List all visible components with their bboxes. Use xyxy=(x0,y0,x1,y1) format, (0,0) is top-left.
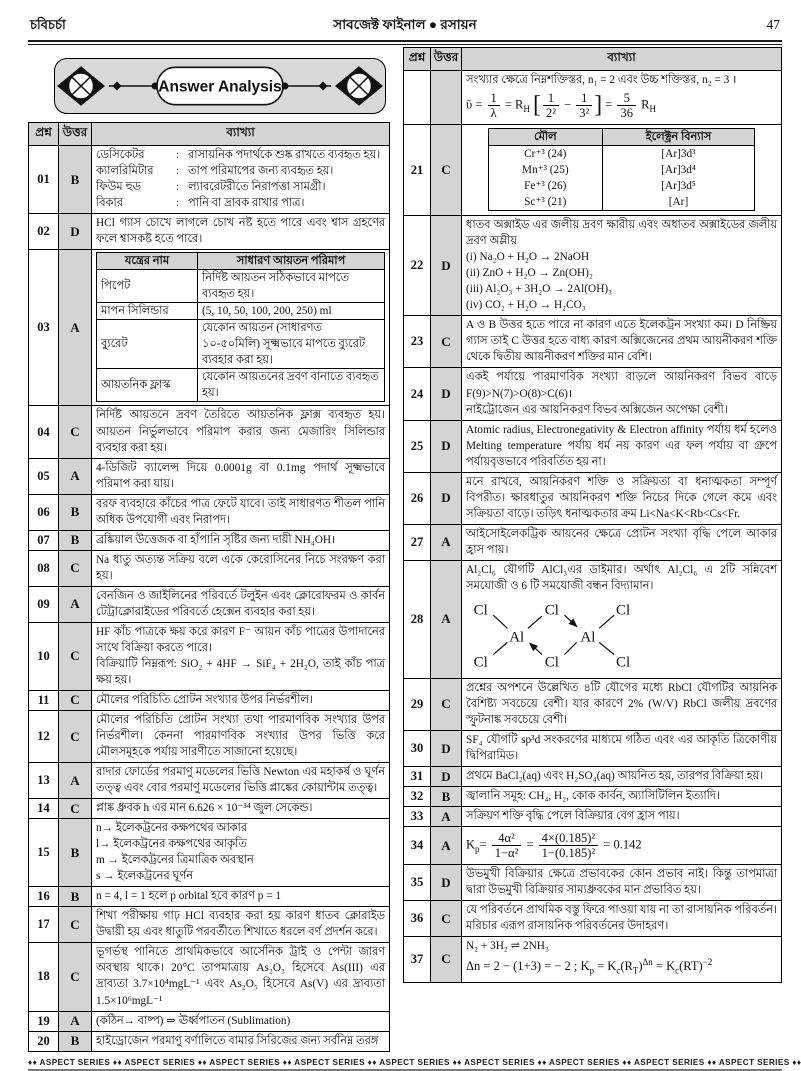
question-number: 32 xyxy=(404,787,431,807)
explanation-line: l→ ইলেকট্রনের কক্ষপথের আকৃতি xyxy=(96,838,247,851)
explanation-line: (i) Na₂O + H₂O → 2NaOH xyxy=(466,251,590,264)
formula-line: ῡ = $\frac{1}{\lambda}$ = $R_H$ [ $\frac{1}{\text{2²}}$ − $\frac{1}{\text{3²}}$ ] = $\frac{5}{36}$ $R_H$ xyxy=(466,91,656,121)
answer-letter: A xyxy=(59,458,92,494)
question-number: 30 xyxy=(404,730,431,766)
answer-letter: B xyxy=(59,1031,92,1051)
nested-row xyxy=(488,178,754,194)
question-number: 19 xyxy=(29,1011,59,1031)
question-number: 02 xyxy=(29,214,59,250)
nested-cell: [Ar]3d⁵ xyxy=(602,178,754,194)
nested-row xyxy=(97,303,385,320)
explanation-line: n = 4, l = 1 হলে p orbital হবে কারণ p = 1 xyxy=(96,890,282,903)
explanation xyxy=(92,406,390,458)
question-number: 17 xyxy=(29,907,59,943)
question-number: 33 xyxy=(404,807,431,827)
answer-letter: C xyxy=(431,937,462,982)
answer-letter: C xyxy=(59,622,92,690)
qa-row xyxy=(404,901,782,937)
footer-rule xyxy=(28,1069,782,1071)
explanation xyxy=(462,368,782,420)
right-column xyxy=(403,47,782,983)
qa-row xyxy=(29,406,390,458)
question-number: 16 xyxy=(29,887,59,907)
explanation xyxy=(92,690,390,710)
qa-row xyxy=(29,146,390,214)
fraction: $\frac{1}{\lambda}$ xyxy=(488,91,500,120)
qa-row xyxy=(29,711,390,763)
explanation-line: শিখা পরীক্ষায় গাঢ় HCl ব্যবহার করা হয় কারণ ধাতব ক্লোরাইড উদ্বায়ী হয় এবং ধাতুটি পরবর্তীতে শিখাতে ধরলে বর্ণ প্রদর্শন করে। xyxy=(96,910,385,939)
definition-pair: ক্যালরিমিটার : তাপ পরিমাপের জন্য ব্যবহৃত হয়। xyxy=(96,163,385,179)
explanation-line: হাইড্রোজেন পরমাণু বর্ণালিতে বামার সিরিজের জন্য সর্বনিম্ন তরঙ্গ xyxy=(96,1034,379,1047)
nested-cell: Cr⁺³ (24) xyxy=(524,148,567,161)
answer-letter: D xyxy=(431,730,462,766)
explanation-line: নাইট্রোজেন এর আয়নিকরণ বিভব অক্সিজেন অপেক্ষা বেশী। xyxy=(466,403,728,416)
explanation-line: m → ইলেকট্রনের ত্রিমাত্রিক অবস্থান xyxy=(96,854,254,867)
qa-row xyxy=(404,368,782,420)
explanation xyxy=(92,146,390,214)
explanation-line: n→ ইলেকট্রনের কক্ষপথের আকার xyxy=(96,822,248,835)
formula-line: Δn = 2 − (1+3) = − 2 ; $K_p = K_c(R_T)^{\Delta n} = K_c(RT)^{-2}$ xyxy=(466,957,713,976)
definition-pair: বিকার : পানি বা দ্রাবক রাখার পাত্র। xyxy=(96,195,385,211)
question-number: 08 xyxy=(29,550,59,586)
explanation xyxy=(462,767,782,787)
explanation xyxy=(92,711,390,763)
explanation-line: একই পর্যায়ে পারমাণবিক সংখ্যা বাড়লে আয়নিকরণ বিভব বাড়ে F(9)>N(7)>O(8)>C(6)। xyxy=(466,371,777,400)
explanation xyxy=(462,71,782,125)
explanation xyxy=(462,560,782,678)
answer-letter: C xyxy=(59,690,92,710)
answer-letter: C xyxy=(431,678,462,730)
qa-row xyxy=(29,530,390,550)
banner-art xyxy=(55,59,385,113)
question-number: 10 xyxy=(29,622,59,690)
answer-letter: C xyxy=(59,550,92,586)
book-title: চবিচর্চা xyxy=(30,17,66,32)
question-number: 27 xyxy=(404,524,431,560)
qa-row xyxy=(404,865,782,901)
answer-letter: A xyxy=(431,560,462,678)
nested-header-cell: যন্ত্রের নাম xyxy=(97,253,198,270)
answer-col-header: উত্তর xyxy=(59,123,92,146)
question-number: 26 xyxy=(404,472,431,524)
question-number: 15 xyxy=(29,819,59,887)
explanation-line: জ্বালানি সমূহ: CH₄, H₂, কোক কার্বন, অ্যাসিটিলিন ইত্যাদি। xyxy=(466,790,720,803)
question-number: 36 xyxy=(404,901,431,937)
question-number: 20 xyxy=(29,1031,59,1051)
question-number: 22 xyxy=(404,216,431,316)
answers-table-right xyxy=(403,47,782,983)
answer-letter: C xyxy=(431,901,462,937)
banner-diamond-bullet-right xyxy=(319,81,328,90)
qa-row xyxy=(404,937,782,982)
explanation xyxy=(92,530,390,550)
answer-letter: A xyxy=(59,1011,92,1031)
answer-letter: A xyxy=(59,586,92,622)
explanation-line: মনে রাখবে, আয়নিকরণ শক্তি ও সক্রিয়তা বা ধনাত্মকতা সম্পূর্ণ বিপরীত। ক্ষারধাতুর আয়নিকরণ শক্তি নিচের দিকে গেলে কমে এবং সক্রিয়তা বাড়ে। তড়িৎ ধনাত্মকতার ক্রম Li<Na<K<Rb<Cs<Fr. xyxy=(466,475,777,520)
question-number: 06 xyxy=(29,494,59,530)
answer-letter: A xyxy=(431,524,462,560)
answer-analysis-banner xyxy=(54,58,386,114)
fraction: $\frac{1}{\text{2²}}$ xyxy=(543,91,559,120)
nested-cell: [Ar] xyxy=(602,194,754,211)
svg-text:Cl: Cl xyxy=(616,602,631,619)
explanation-line: (iv) CO₂ + H₂O → H₂CO₃ xyxy=(466,299,586,312)
qa-row xyxy=(29,458,390,494)
answer-letter: B xyxy=(59,146,92,214)
explanation xyxy=(92,458,390,494)
qa-row xyxy=(29,622,390,690)
explanation-line: 4-ডিজিট ব্যালেন্স দিয়ে 0.0001g বা 0.1mg পদার্থ সূক্ষ্মভাবে পরিমাপ করা যায়। xyxy=(96,461,385,490)
explanation xyxy=(462,807,782,827)
footer-series-text: ♦♦ ASPECT SERIES ♦♦ ASPECT SERIES ♦♦ ASPECT SERIES ♦♦ ASPECT SERIES ♦♦ ASPECT SERIES ♦♦ ASPECT SERIES ♦♦ ASPECT SERIES ♦♦ ASPECT SERIES ♦♦ ASPECT SERIES ♦♦ xyxy=(28,1057,801,1067)
explanation xyxy=(92,586,390,622)
nested-cell: যেকোন আয়তনের দ্রবণ বানাতে ব্যবহৃত হয়। xyxy=(198,369,385,402)
explanation-line: নির্দিষ্ট আয়তনে দ্রবণ তৈরিতে আয়তনিক ফ্লাক্স ব্যবহৃত হয়। আয়তন নির্ভুলভাবে পরিমাপ করার জন্য মেজারিং সিলিন্ডার ব্যবহার করা হয়। xyxy=(96,409,385,454)
explanation-line: যে পরিবর্তনে প্রাথমিক বস্তু ফিরে পাওয়া যায় না তা রাসায়নিক পরিবর্তন। মরিচার এরূপ রাসায়নিক পরিবর্তনের উদাহরণ। xyxy=(466,904,777,933)
qa-row xyxy=(404,787,782,807)
explanation-line: সংখ্যার ক্ষেত্রে নিম্নশক্তিস্তর, n₁ = 2 এবং উচ্চ শক্তিস্তর, n₂ = 3 । xyxy=(466,74,737,86)
explanation-line: উভমুখী বিক্রিয়ার ক্ষেত্রে প্রভাবকের কোন প্রভাব নাই। কিন্তু তাপমাত্রা দ্বারা উভমুখী বিক্রিয়ার সাম্যধ্রুবকের মান প্রভাবিত হয়। xyxy=(466,868,777,897)
explanation-line: ভূগর্ভস্থ পানিতে প্রাথমিকভাবে আর্সেনিক ট্রাই ও পেন্টা জারণ অবস্থায় থাকে। 20°C তাপমাত্রায় As₂O₃ হিসেবে As(III) এর দ্রাব্যতা 3.7×10⁴mgL⁻¹ এবং As₂O₅ হিসেবে As(V) এর দ্রাব্যতা 1.5×10⁶mgL⁻¹ xyxy=(96,946,385,1007)
explanation-line: SF₄ যৌগটি sp³d সংকরণের মাধ্যমে গঠিত এবং এর আকৃতি ত্রিকোণীয় দ্বিপিরামিড। xyxy=(466,733,777,762)
answer-letter: D xyxy=(431,420,462,472)
explanation xyxy=(92,943,390,1011)
answer-letter: C xyxy=(59,799,92,819)
answer-letter: B xyxy=(59,494,92,530)
question-number: 05 xyxy=(29,458,59,494)
banner-left-ornament-icon xyxy=(57,66,105,105)
nested-cell: Mn⁺³ (25) xyxy=(521,164,569,177)
explanation-line: (iii) Al₂O₃ + 3H₂O → 2Al(OH)₃ xyxy=(466,283,613,296)
explanation-line: বরফ ব্যবহারে কাঁচের পাত্র ফেটে যাবে। তাই সাধারণত শীতল পানি অধিক উপযোগী এবং নিরাপদ। xyxy=(96,497,385,526)
answer-letter: D xyxy=(431,767,462,787)
nested-header-row xyxy=(488,129,754,146)
explanation xyxy=(462,472,782,524)
explanation-line: প্লাঙ্ক ধ্রুবক h এর মান 6.626 × 10⁻³⁴ জুল সেকেন্ড। xyxy=(96,802,313,815)
question-number: 12 xyxy=(29,711,59,763)
qa-row xyxy=(404,560,782,678)
qa-row xyxy=(29,907,390,943)
section-title: সাবজেক্ট ফাইনাল ● রসায়ন xyxy=(333,17,477,32)
answer-letter: D xyxy=(431,472,462,524)
definition-term: ক্যালরিমিটার xyxy=(96,165,154,178)
answers-table-left xyxy=(28,122,390,1052)
answer-col-header: উত্তর xyxy=(431,48,462,71)
qa-row xyxy=(29,819,390,887)
explanation-line: ব্রঙ্কিয়াল উত্তেজক বা হাঁপানি সৃষ্টির জন্য দায়ী NH₄OH। xyxy=(96,533,336,546)
banner-title: Answer Analysis xyxy=(158,78,282,96)
qa-row xyxy=(29,214,390,250)
qa-row xyxy=(29,550,390,586)
explanation xyxy=(92,622,390,690)
page-number: 47 xyxy=(766,17,780,32)
svg-text:Cl: Cl xyxy=(544,654,559,671)
answer-letter: D xyxy=(59,214,92,250)
explanation-line: Atomic radius, Electronegativity & Electron affinity পর্যায় ধর্ম হলেও Melting temperature পর্যায় ধর্ম নয় কারণ এর ফল পর্যায় বা গ্রুপে পর্যায়বৃত্তভাবে পরিবর্তিত হয় না। xyxy=(466,423,777,468)
qa-row xyxy=(29,1031,390,1051)
question-number: 37 xyxy=(404,937,431,982)
explanation xyxy=(92,1011,390,1031)
question-number: 14 xyxy=(29,799,59,819)
explanation-line: প্রথমে BaCl₂(aq) এবং H₂SO₄(aq) আয়নিত হয়, তারপর বিক্রিয়া হয়। xyxy=(466,770,764,783)
svg-text:Al: Al xyxy=(509,629,525,646)
svg-text:Al: Al xyxy=(580,629,596,646)
question-number: 21 xyxy=(404,125,431,216)
nested-table xyxy=(488,128,755,211)
answer-letter: B xyxy=(59,887,92,907)
explanation-line: (ii) ZnO + H₂O → Zn(OH)₂ xyxy=(466,267,593,280)
footer-series-band xyxy=(28,1057,801,1067)
nested-row xyxy=(97,320,385,369)
explanation xyxy=(92,763,390,799)
explanation-line: বিক্রিয়াটি নিম্নরূপ: SiO₂ + 4HF → SiF₄ + 2H₂O, তাই কাঁচ পাত্র ক্ষয় হয়। xyxy=(96,657,385,686)
answer-letter: B xyxy=(59,530,92,550)
question-number: 07 xyxy=(29,530,59,550)
nested-cell: [Ar]3d³ xyxy=(602,146,754,163)
answer-letter: A xyxy=(431,807,462,827)
question-number: 31 xyxy=(404,767,431,787)
explanation-line: N₂ + 3H₂ ⇌ 2NH₃ xyxy=(466,940,549,953)
nested-row xyxy=(488,162,754,178)
explanation xyxy=(462,730,782,766)
definition-text: পানি বা দ্রাবক রাখার পাত্র। xyxy=(188,197,305,210)
answer-letter: C xyxy=(59,711,92,763)
explanation xyxy=(462,524,782,560)
qa-row xyxy=(404,678,782,730)
question-number: 03 xyxy=(29,250,59,406)
explanation xyxy=(92,799,390,819)
explanation xyxy=(92,250,390,406)
question-number xyxy=(404,71,431,125)
nested-cell: নির্দিষ্ট আয়তন সঠিকভাবে মাপতে ব্যবহৃত হয়। xyxy=(198,270,385,303)
qa-row xyxy=(404,767,782,787)
banner-right-ornament-icon xyxy=(335,66,383,105)
qa-row xyxy=(29,1011,390,1031)
qa-row xyxy=(404,524,782,560)
explanation-line: রাদার ফোর্ডের পরমাণু মডেলের ভিত্তি Newton এর মহাকর্ষ ও ঘূর্ণন তত্ত্ব এবং বোর পরমাণু মডেলের ভিত্তি প্লাঙ্কের কোয়ান্টাম তত্ত্ব। xyxy=(96,766,385,795)
qa-row xyxy=(29,943,390,1011)
definition-pair: ডেসিকেটর : রাসায়নিক পদার্থকে শুষ্ক রাখতে ব্যবহৃত হয়। xyxy=(96,147,385,163)
explanation xyxy=(462,420,782,472)
explanation-line: প্রশ্নের অপশনে উল্লেখিত ৪টি যৌগের মধ্যে RbCl যৌগটির আয়নিক বৈশিষ্ট্য সবচেয়ে বেশী। যার কারণে 2% (W/V) RbCl জলীয় দ্রবণের স্ফুটনাঙ্ক সবচেয়ে বেশী। xyxy=(466,681,777,726)
explanation xyxy=(462,865,782,901)
definition-term: বিকার xyxy=(96,197,123,210)
answer-letter: D xyxy=(431,368,462,420)
question-number: 34 xyxy=(404,827,431,865)
question-number: 18 xyxy=(29,943,59,1011)
answer-letter: C xyxy=(431,125,462,216)
explanation-line: (কঠিন→ বাষ্প) ⇒ ঊর্ধ্বপাতন (Sublimation) xyxy=(96,1014,291,1027)
question-number: 13 xyxy=(29,763,59,799)
nested-row xyxy=(488,146,754,163)
structure-diagram-wrap xyxy=(466,594,777,676)
answer-letter: B xyxy=(431,787,462,807)
qa-row xyxy=(404,216,782,316)
question-number: 11 xyxy=(29,690,59,710)
answer-letter xyxy=(431,71,462,125)
nested-table xyxy=(96,252,385,402)
explanation xyxy=(462,901,782,937)
svg-text:Cl: Cl xyxy=(616,654,631,671)
qa-row xyxy=(404,125,782,216)
qa-row xyxy=(404,730,782,766)
explanation xyxy=(92,887,390,907)
answer-letter: D xyxy=(431,216,462,316)
question-number: 01 xyxy=(29,146,59,214)
definition-text: তাপ পরিমাপের জন্য ব্যবহৃত হয়। xyxy=(188,165,334,178)
question-number: 24 xyxy=(404,368,431,420)
fraction: $\frac{5}{36}$ xyxy=(617,91,636,120)
explanation-line: Na ধাতু অত্যন্ত সক্রিয় বলে একে কেরোসিনের নিচে সংরক্ষণ করা হয়। xyxy=(96,553,385,582)
explanation xyxy=(92,214,390,250)
question-number: 28 xyxy=(404,560,431,678)
qa-row xyxy=(29,887,390,907)
qa-row xyxy=(29,690,390,710)
explanation-line: বেনজিন ও জাইলিনের পরিবর্তে টলুইন এবং ক্লোরোফরম ও কার্বন টেট্রাক্লোরাইডের পরিবর্তে হেক্সেন ব্যবহার করা হয়। xyxy=(96,589,385,618)
nested-cell: মাপন সিলিন্ডার xyxy=(97,303,198,320)
nested-cell: পিপেট xyxy=(97,270,198,303)
nested-cell: [Ar]3d⁴ xyxy=(602,162,754,178)
nested-row xyxy=(97,270,385,303)
question-col-header: প্রশ্ন xyxy=(404,48,431,71)
answer-letter: C xyxy=(59,907,92,943)
question-number: 29 xyxy=(404,678,431,730)
explanation xyxy=(462,216,782,316)
nested-cell: Sc⁺³ (21) xyxy=(524,196,567,209)
explanation xyxy=(92,907,390,943)
question-number: 35 xyxy=(404,865,431,901)
qa-row xyxy=(29,586,390,622)
explanation xyxy=(462,678,782,730)
nested-header-row xyxy=(97,253,385,270)
nested-row xyxy=(488,194,754,211)
qa-row xyxy=(29,799,390,819)
answer-letter: B xyxy=(59,819,92,887)
qa-row xyxy=(404,827,782,865)
explanation xyxy=(92,550,390,586)
explanation-line: মৌলের পরিচিতি প্রোটন সংখ্যা তথা পারমাণবিক সংখ্যার উপর নির্ভরশীল। কেননা পারমাণবিক সংখ্যার উপর ভিত্তি করে মৌলসমূহকে পর্যায় সারণীতে সাজানো হয়েছে। xyxy=(96,714,385,759)
two-column-layout xyxy=(28,47,782,1052)
qa-row xyxy=(29,494,390,530)
table-header-row xyxy=(404,48,782,71)
explanation xyxy=(462,827,782,865)
definition-pair: ফিউম হুড : ল্যাবরেটরীতে নিরাপত্তা সামগ্রী। xyxy=(96,179,385,195)
nested-cell: যেকোন আয়তন (সাধারণত ১০-৫০মিলি) সূক্ষ্মভাবে মাপতে ব্যুরেট ব্যবহার করা হয়। xyxy=(198,320,385,369)
answer-letter: A xyxy=(59,250,92,406)
left-column xyxy=(28,47,390,1052)
question-number: 09 xyxy=(29,586,59,622)
svg-text:Cl: Cl xyxy=(544,602,559,619)
qa-row xyxy=(29,763,390,799)
banner-diamond-bullet-left xyxy=(113,81,122,90)
explanation xyxy=(92,1031,390,1051)
fraction: $\frac{1}{\text{3²}}$ xyxy=(576,91,592,120)
question-number: 04 xyxy=(29,406,59,458)
answer-letter: A xyxy=(431,827,462,865)
nested-header-cell: মৌল xyxy=(488,129,602,146)
nested-row xyxy=(97,369,385,402)
explanation-line: HF কাঁচ পাত্রকে ক্ষয় করে কারণ F⁻ আয়ন কাঁচ পাত্রের উপাদানের সাথে বিক্রিয়া করতে পারে। xyxy=(96,625,385,654)
nested-header-cell: ইলেক্ট্রন বিন্যাস xyxy=(602,129,754,146)
explanation xyxy=(462,316,782,368)
explanation-line: সক্রিয়ণ শক্তি বৃদ্ধি পেলে বিক্রিয়ার বেগ হ্রাস পায়। xyxy=(466,810,680,823)
answer-letter: C xyxy=(431,316,462,368)
question-col-header: প্রশ্ন xyxy=(29,123,59,146)
explanation-col-header: ব্যাখ্যা xyxy=(462,48,782,71)
explanation-col-header: ব্যাখ্যা xyxy=(92,123,390,146)
answer-letter: C xyxy=(59,406,92,458)
explanation xyxy=(462,125,782,216)
explanation xyxy=(462,937,782,982)
explanation-line: HCl গ্যাস চোখে লাগলে চোখ নষ্ট হতে পারে এবং শ্বাস গ্রহণের ফলে শ্বাসকষ্ট হতে পারে। xyxy=(96,217,385,246)
al2cl6-structure-diagram xyxy=(468,595,646,671)
definition-term: ডেসিকেটর xyxy=(96,149,145,161)
nested-cell: আয়তনিক ফ্লাস্ক xyxy=(97,369,198,402)
qa-row xyxy=(29,250,390,406)
header-rule xyxy=(28,40,782,45)
svg-text:Cl: Cl xyxy=(473,602,488,619)
fraction: $\frac{\text{4α²}}{\text{1−α²}}$ xyxy=(492,831,522,860)
nested-cell: Fe⁺³ (26) xyxy=(524,180,567,193)
explanation-line: আইসোইলেকট্রিক আয়নের ক্ষেত্রে প্রোটন সংখ্যা বৃদ্ধি পেলে আকার হ্রাস পায়। xyxy=(466,527,777,556)
question-number: 23 xyxy=(404,316,431,368)
explanation-line: s → ইলেকট্রনের ঘূর্ণন xyxy=(96,870,193,883)
explanation xyxy=(92,494,390,530)
qa-row xyxy=(404,420,782,472)
nested-cell: (5, 10, 50, 100, 200, 250) ml xyxy=(198,303,385,320)
explanation xyxy=(462,787,782,807)
definition-text: রাসায়নিক পদার্থকে শুষ্ক রাখতে ব্যবহৃত হয়। xyxy=(188,149,381,161)
definition-term: ফিউম হুড xyxy=(96,181,141,194)
explanation-line: ধাতব অক্সাইড এর জলীয় দ্রবণ ক্ষারীয় এবং অধাতব অক্সাইডের জলীয় দ্রবণ অম্লীয় xyxy=(466,219,777,248)
definition-text: ল্যাবরেটরীতে নিরাপত্তা সামগ্রী। xyxy=(188,181,326,194)
explanation-line: A ও B উত্তর হতে পারে না কারণ এতে ইলেকট্রন সংখ্যা কম। D নিষ্ক্রিয় গ্যাস তাই C উত্তর হতে বাধ্য কারণ অক্সিজেনের প্রথম আয়নীকরণ শক্তি থেকে দ্বিতীয় আয়নীকরণ শক্তির মান বেশি। xyxy=(466,319,777,364)
explanation-line: মৌলের পরিচিতি প্রোটন সংখ্যার উপর নির্ভরশীল। xyxy=(96,693,313,706)
page-header xyxy=(28,10,782,40)
qa-row xyxy=(404,71,782,125)
fraction: $\frac{\text{4×(0.185)²}}{\text{1−(0.185)²}}$ xyxy=(539,831,599,860)
table-header-row xyxy=(29,123,390,146)
explanation-line: Al₂Cl₆ যৌগটি AlCl₃এর ডাইমার। অর্থাৎ Al₂Cl₆ এ 2টি সন্নিবেশ সমযোজী ও 6 টি সমযোজী বন্ধন বিদ্যামান। xyxy=(466,563,777,592)
answer-letter: D xyxy=(431,865,462,901)
qa-row xyxy=(404,472,782,524)
nested-cell: ব্যুরেট xyxy=(97,320,198,369)
explanation xyxy=(92,819,390,887)
qa-row xyxy=(404,316,782,368)
svg-text:Cl: Cl xyxy=(473,654,488,671)
nested-header-cell: সাধারণ আয়তন পরিমাপ xyxy=(198,253,385,270)
question-number: 25 xyxy=(404,420,431,472)
answer-letter: A xyxy=(59,763,92,799)
qa-row xyxy=(404,807,782,827)
answer-letter: C xyxy=(59,943,92,1011)
formula-line: $K_p=$ $\frac{\text{4α²}}{\text{1−α²}}$ = $\frac{\text{4×(0.185)²}}{\text{1−(0.185)²}}$ = 0.142 xyxy=(466,831,642,861)
